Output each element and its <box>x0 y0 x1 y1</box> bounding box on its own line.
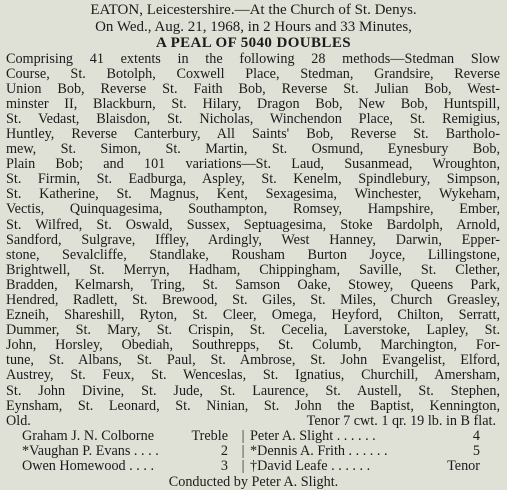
conductor-line: Conducted by Peter A. Slight. <box>168 474 339 490</box>
bell-number: 2 <box>220 442 228 459</box>
methods-line: Brightwell, St. Merryn, Hadham, Chippingham, Saville, St. Clether, <box>6 261 500 278</box>
ringer-row <box>6 429 500 444</box>
methods-line: Union Bob, Reverse St. Faith Bob, Reverse St. Julian Bob, West- <box>6 80 500 97</box>
methods-line: mew, St. Simon, St. Martin, St. Osmund, Eynesbury Bob, <box>6 141 500 158</box>
column-divider: | <box>241 458 245 475</box>
methods-line: minster II, Blackburn, St. Hilary, Dragon Bob, New Bob, Huntspill, <box>6 95 500 112</box>
bell-number: 3 <box>220 458 228 475</box>
methods-line: Huntley, Reverse Canterbury, All Saints' Bob, Reverse St. Bartholo- <box>6 125 500 142</box>
methods-line: Dummer, St. Mary, St. Crispin, St. Cecelia, Laverstoke, Lapley, St. <box>6 322 500 339</box>
methods-line: Ezneih, Shareshill, Ryton, St. Cleer, Omega, Heyford, Chilton, Serratt, <box>6 307 500 324</box>
methods-line: Comprising 41 extents in the following 28 methods—Stedman Slow <box>6 50 500 67</box>
methods-line: St. Vedast, Blaisdon, St. Nicholas, Winchendon Place, St. Remigius, <box>6 110 500 127</box>
bell-number: 4 <box>472 427 480 444</box>
peal-date-line: On Wed., Aug. 21, 1968, in 2 Hours and 33 Minutes, <box>95 18 412 35</box>
methods-line: John, Horsley, Obediah, Southrepps, St. Columb, Marchington, For- <box>6 337 500 354</box>
methods-line: Sandford, Sulgrave, Iffley, Ardingly, West Hanney, Darwin, Epper- <box>6 231 500 248</box>
methods-paragraph <box>6 52 500 429</box>
peal-title: A PEAL OF 5040 DOUBLES <box>156 35 351 51</box>
tenor-weight: Tenor 7 cwt. 1 qr. 19 lb. in B flat. <box>306 412 496 429</box>
methods-line: Hendred, Radlett, St. Brewood, St. Giles, St. Miles, Church Greasley, <box>6 292 500 308</box>
ringer-name: Owen Homewood . . . . <box>22 458 155 475</box>
methods-line: Vectis, Quinquagesima, Southampton, Romsey, Hampshire, Ember, <box>6 201 500 218</box>
bell-number: Treble <box>191 427 228 444</box>
methods-last-word: Old. <box>6 412 31 429</box>
ringer-row <box>6 459 500 474</box>
column-divider: | <box>241 442 245 459</box>
methods-line: Course, St. Botolph, Coxwell Place, Stedman, Grandsire, Reverse <box>6 65 500 82</box>
methods-line: stone, Sevalcliffe, Standlake, Rousham Burton Joyce, Lillingstone, <box>6 246 500 263</box>
ringer-name: Graham J. N. Colborne <box>22 427 154 444</box>
methods-line: St. Katherine, St. Magnus, Kent, Sexagesima, Winchester, Wykeham, <box>6 186 500 203</box>
methods-line: St. Wilfred, St. Oswald, Sussex, Septuagesima, Stoke Bardolph, Arnold, <box>6 216 500 233</box>
column-divider: | <box>241 427 245 444</box>
bell-number: Tenor <box>447 458 480 475</box>
methods-line: Bradden, Kelmarsh, Tring, St. Samson Oake, Stowey, Queens Park, <box>6 276 500 293</box>
ringer-name: †David Leafe . . . . . . <box>250 458 371 475</box>
ringer-name: Peter A. Slight . . . . . . <box>250 427 376 444</box>
ringers-list <box>6 429 500 474</box>
tenor-line <box>6 414 500 429</box>
methods-line: tune, St. Albans, St. Paul, St. Ambrose, St. John Evangelist, Elford, <box>6 352 500 369</box>
ringer-name: *Vaughan P. Evans . . . . <box>22 442 159 459</box>
methods-line: Austrey, St. Feux, St. Wenceslas, St. Ignatius, Churchill, Amersham, <box>6 367 500 384</box>
peal-location-heading: EATON, Leicestershire.—At the Church of St. Denys. <box>90 2 417 18</box>
ringer-name: *Dennis A. Frith . . . . . . <box>250 442 388 459</box>
methods-line: Eynsham, St. Leonard, St. Ninian, St. John the Baptist, Kennington, <box>6 397 500 414</box>
methods-line: St. John Divine, St. Jude, St. Laurence, St. Austell, St. Stephen, <box>6 382 500 399</box>
methods-line: St. Firmin, St. Eadburga, Aspley, St. Kenelm, Spindlebury, Simpson, <box>6 171 500 188</box>
methods-line: Plain Bob; and 101 variations—St. Laud, Susanmead, Wroughton, <box>6 156 500 173</box>
ringer-row <box>6 444 500 459</box>
bell-number: 5 <box>472 442 480 459</box>
